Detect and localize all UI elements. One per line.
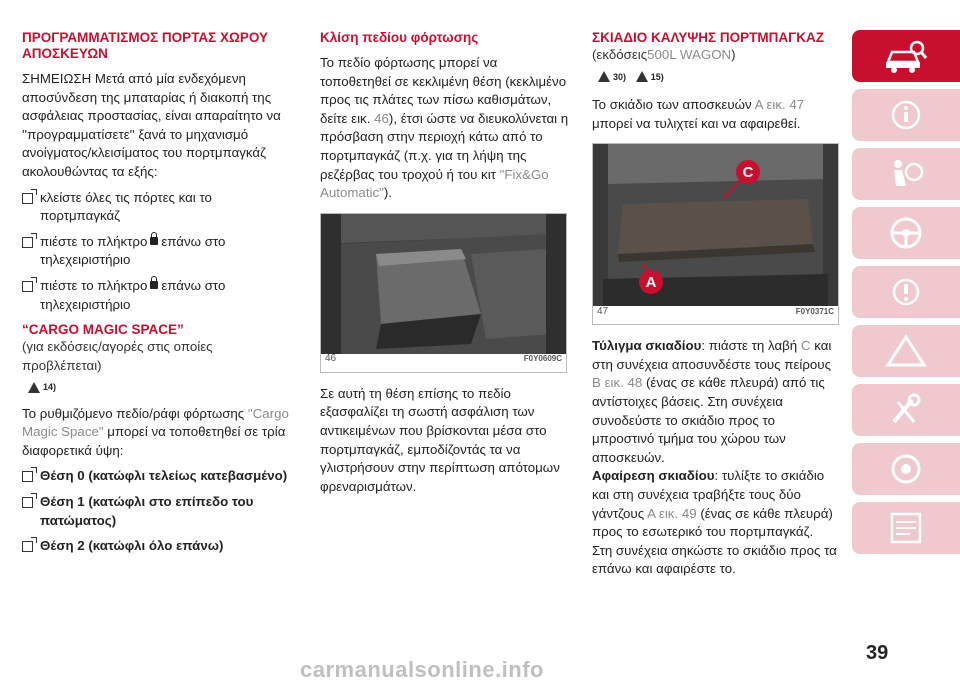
load-floor-heading: Κλίση πεδίου φόρτωσης — [320, 30, 479, 45]
tab-warning-lights[interactable] — [852, 266, 960, 318]
position-item: Θέση 2 (κατώφλι όλο επάνω) — [22, 537, 294, 556]
warning-ref: 15) — [636, 68, 664, 87]
warning-light-icon — [884, 274, 928, 310]
specs-icon — [884, 451, 928, 487]
cover-subtitle: (εκδόσεις500L WAGON) — [592, 47, 736, 62]
warning-icon — [598, 71, 610, 82]
steering-wheel-icon — [884, 215, 928, 251]
cargo-subtitle: (για εκδόσεις/αγορές στις οποίες προβλέπεται) — [22, 339, 213, 373]
tab-specs[interactable] — [852, 443, 960, 495]
tab-info[interactable] — [852, 89, 960, 141]
checkbox-icon — [22, 281, 33, 292]
figure-code: F0Y0371C — [795, 306, 834, 316]
checkbox-icon — [22, 237, 33, 248]
warning-ref: 30) — [598, 68, 626, 87]
position-item: Θέση 1 (κατώφλι στο επίπεδο του πατώματος) — [22, 493, 294, 530]
watermark: carmanualsonline.info — [300, 657, 544, 682]
checkbox-icon — [22, 541, 33, 552]
figure-46 — [320, 213, 567, 373]
figure-47 — [592, 143, 839, 325]
warning-icon — [28, 382, 40, 393]
bullet-item: πιέστε το πλήκτρο επάνω στο τηλεχειριστήριο — [22, 233, 294, 270]
airbag-icon — [884, 156, 928, 192]
cargo-text: Το ρυθμιζόμενο πεδίο/ράφι φόρτωσης "Cargo Magic Space" μπορεί να τοποθετηθεί σε τρία διαφορετικά ύψη: — [22, 405, 289, 458]
tools-icon — [884, 392, 928, 428]
roll-text: Τύλιγμα σκιαδίου: πιάστε τη λαβή C και στη συνέχεια αποσυνδέστε τους πείρους Β εικ. 48 (ένας σε κάθε πλευρά) από τις αντίστοιχες βάσεις. Στη συνέχεια συνοδεύστε το σκιάδιο προς το μπροστινό τμήμα του χώρου των αποσκευών. — [592, 338, 832, 465]
figure-number: 46 — [325, 353, 337, 365]
cover-photo — [593, 144, 838, 306]
column-2 — [320, 30, 570, 496]
figure-number: 47 — [597, 305, 609, 317]
bullet-item: κλείστε όλες τις πόρτες και το πορτμπαγκάζ — [22, 189, 294, 226]
lock-icon — [150, 281, 158, 289]
checkbox-icon — [22, 193, 33, 204]
tab-steering[interactable] — [852, 207, 960, 259]
tab-maintenance[interactable] — [852, 384, 960, 436]
info-icon — [884, 97, 928, 133]
emergency-icon — [884, 333, 928, 369]
cargo-heading: “CARGO MAGIC SPACE” — [22, 322, 184, 338]
lock-icon — [150, 237, 158, 245]
warning-ref: 14) — [28, 378, 56, 397]
checkbox-icon — [22, 497, 33, 508]
label-a: A — [645, 274, 657, 292]
remove-text: Αφαίρεση σκιαδίου: τυλίξτε το σκιάδιο και στη συνέχεια τραβήξτε τους δύο γάντζους Α εικ. 49 (ένας σε κάθε πλευρά) προς το εσωτερικό του πορτμπαγκάζ. Στη συνέχεια σηκώστε το σκιάδιο προς τα επάνω και αφαιρέστε το. — [592, 468, 837, 577]
tab-airbag[interactable] — [852, 148, 960, 200]
column-1 — [22, 30, 294, 556]
position-item: Θέση 0 (κατώφλι τελείως κατεβασμένο) — [22, 467, 294, 486]
tab-car-search[interactable] — [852, 30, 960, 82]
label-c: C — [742, 164, 754, 182]
chapter-tabs — [852, 30, 960, 561]
figure-code: F0Y0609C — [523, 354, 562, 364]
programming-heading: ΠΡΟΓΡΑΜΜΑΤΙΣΜΟΣ ΠΟΡΤΑΣ ΧΩΡΟΥ ΑΠΟΣΚΕΥΩΝ — [22, 30, 268, 61]
warning-icon — [636, 71, 648, 82]
column-3 — [592, 30, 837, 579]
checkbox-icon — [22, 471, 33, 482]
cover-text: Το σκιάδιο των αποσκευών Α εικ. 47 μπορεί να τυλιχτεί και να αφαιρεθεί. — [592, 96, 805, 131]
car-search-icon — [884, 38, 928, 74]
load-floor-text: Το πεδίο φόρτωσης μπορεί να τοποθετηθεί σε κεκλιμένη θέση (κεκλιμένο προς τις πλάτες των πίσω καθισμάτων, δείτε εικ. 46), έτσι ώστε να διευκολύνεται η πρόσβαση στην περιοχή κάτω από το πορτμπαγκάζ (π.χ. για τη λήψη της ρεζέρβας του τροχού ή του κιτ "Fix&Go Automatic"). — [320, 55, 569, 201]
trunk-photo — [321, 214, 566, 354]
index-icon — [884, 510, 928, 546]
page-number: 39 — [866, 642, 889, 664]
cover-heading: ΣΚΙΑΔΙΟ ΚΑΛΥΨΗΣ ΠΟΡΤΜΠΑΓΚΑΖ — [592, 30, 824, 45]
bullet-item: πιέστε το πλήκτρο επάνω στο τηλεχειριστήριο — [22, 277, 294, 314]
load-floor-text-2: Σε αυτή τη θέση επίσης το πεδίο εξασφαλίζει τη σωστή ασφάλιση των αντικειμένων που βρίσκονται μέσα στο πορτμπαγκάζ, εμποδίζοντάς τα να γλιστρήσουν στην περίπτωση απότομων φρεναρισμάτων. — [320, 385, 560, 494]
note-text: ΣΗΜΕΙΩΣΗ Μετά από μία ενδεχόμενη αποσύνδεση της μπαταρίας ή διακοπή της ασφάλειας προστασίας, είναι απαραίτητο να ''προγραμματίσετε'' ξανά το μηχανισμό ανοίγματος/κλεισίματος του πορτμπαγκάζ ακολουθώντας τα εξής: — [22, 71, 281, 179]
tab-index[interactable] — [852, 502, 960, 554]
tab-emergency[interactable] — [852, 325, 960, 377]
